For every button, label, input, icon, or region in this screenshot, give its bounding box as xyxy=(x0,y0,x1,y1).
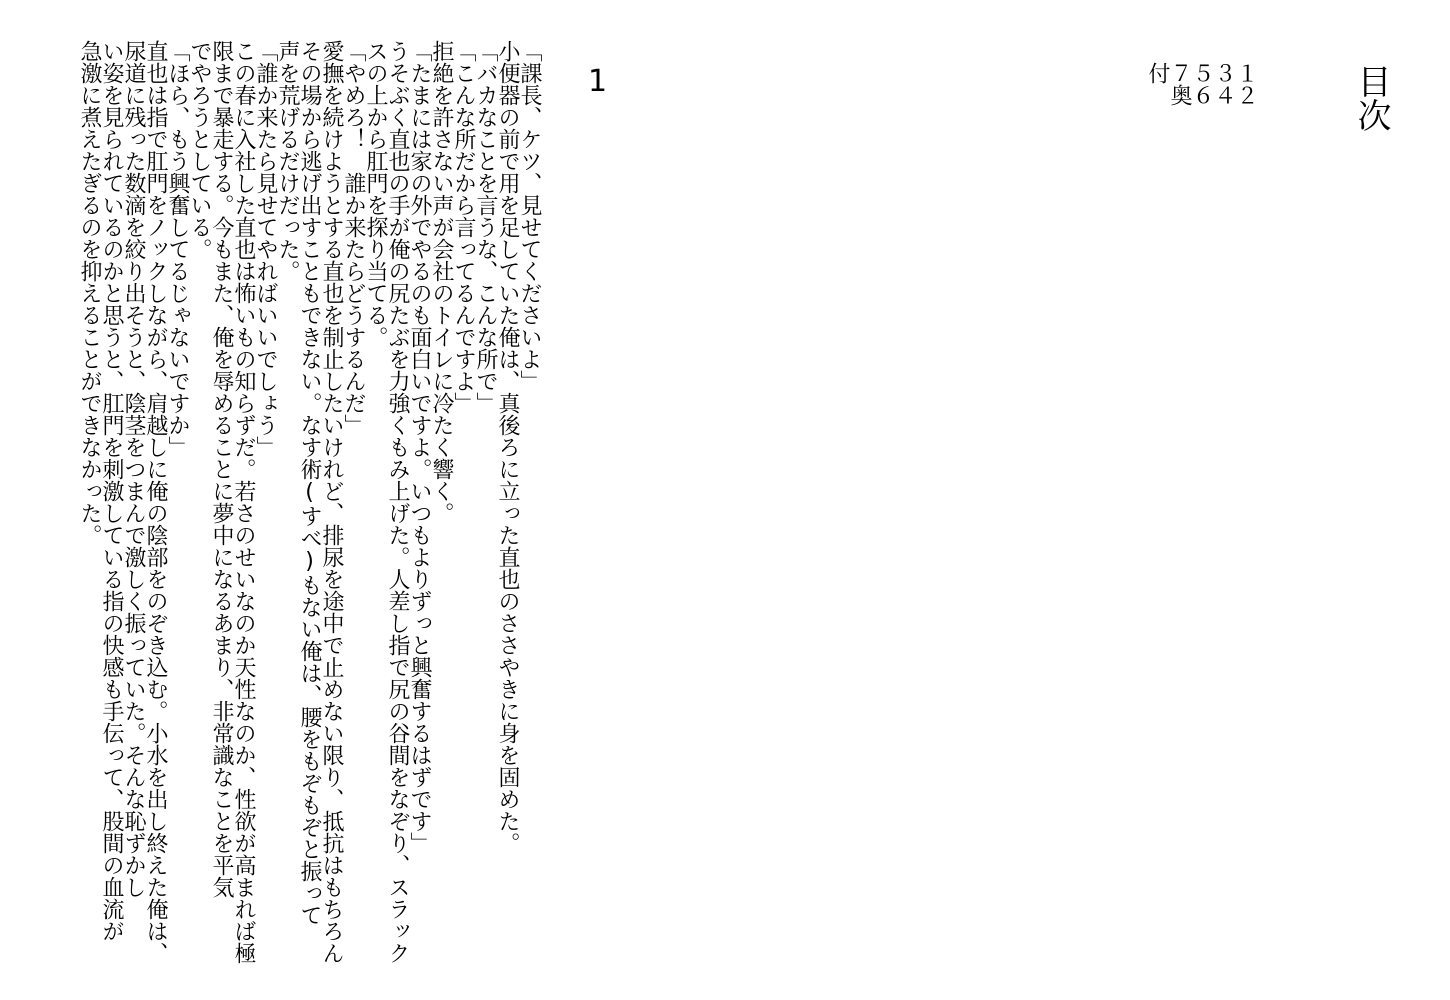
toc-entries[interactable]: １２３４５６７奥付 xyxy=(1145,62,1258,106)
toc-title: 目次 xyxy=(1351,64,1391,132)
body-text: 「課長、ケツ、見せてくださいよ」 小便器の前で用を足していた俺は、真後ろに立った直也のささやきに身を固めた。 「バカなことを言うな、こんな所で」 「こんな所だから言ってるんですよ」 拒絶を許さない声が会社のトイレに冷たく響く。 「たまには家の外でやるのも面白いですよ。いつもよりずっと興奮するはずです」 うそぶく直也の手が俺の尻たぶを力強くもみ上げた。人差し指で尻の谷間をなぞり、スラックスの上から肛門を探り当てる。 「やめろ！ 誰か来たらどうするんだ」 愛撫を続けようとする直也を制止したいけれど、排尿を途中で止めない限り、抵抗はもちろんその場から逃げ出すこともできない。なす術(すべ)もない俺は、腰をもぞもぞと振って 声を荒げるだけだった。 「誰か来たら見せてやればいいでしょう」 この春に入社した直也は怖いもの知らずだ。若さのせいなのか天性なのか、性欲が高まれば極限まで暴走する。今もまた、俺を辱めることに夢中になるあまり、非常識なことを平気 でやろうとしている。 「ほら、もう興奮してるじゃないですか」 直也は指で肛門をノックしながら、肩越しに俺の陰部をのぞき込む。小水を出し終えた俺は、尿道に残った数滴を絞り出そうと、陰茎をつまんで激しく振っていた。そんな恥ずかし い姿を見られているのかと思うと、肛門を刺激している指の快感も手伝って、股間の血流が 急激に煮えたぎるのを抑えることができなかった。 xyxy=(77,40,542,964)
page-number: 1 xyxy=(588,64,608,99)
